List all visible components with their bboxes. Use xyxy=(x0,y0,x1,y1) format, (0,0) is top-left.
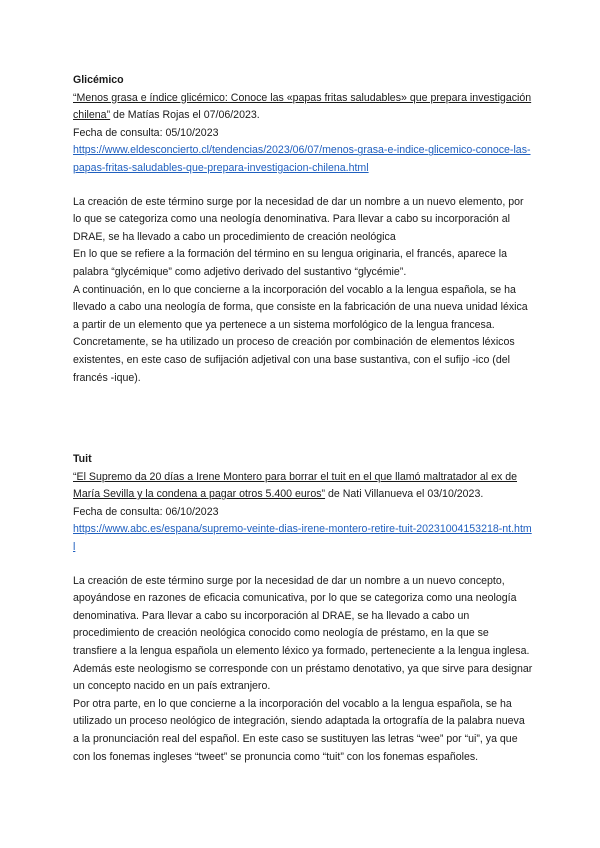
spacer xyxy=(73,178,533,194)
paragraph: La creación de este término surge por la necesidad de dar un nombre a un nuevo elemento, por lo que se categoriza como una neología denominativa. Para llevar a cabo su incorporación al DRAE, se ha llevado a cabo un procedimiento de creación neológica xyxy=(73,195,524,243)
spacer xyxy=(73,387,533,451)
entry-tuit xyxy=(73,451,533,766)
author-date: de Nati Villanueva el 03/10/2023. xyxy=(325,488,484,501)
entry-term: Tuit xyxy=(73,453,92,466)
entry-glicemico xyxy=(73,72,533,387)
author-date: de Matías Rojas el 07/06/2023. xyxy=(110,109,260,122)
paragraph: Por otra parte, en lo que concierne a la incorporación del vocablo a la lengua española, se ha utilizado un proceso neológico de integración, siendo adaptada la ortografía de la palabra nueva a la pronunciación real del español. En este caso se sustituyen las letras “wee” por “ui”, ya que con los fonemas ingleses “tweet” se pronuncia como “tuit” con los fonemas españoles. xyxy=(73,697,525,763)
consult-date: Fecha de consulta: 06/10/2023 xyxy=(73,505,219,518)
document-page xyxy=(73,72,533,766)
article-title-link[interactable]: “Menos grasa e índice glicémico: Conoce las «papas fritas saludables» que prepara investigación chilena” xyxy=(73,91,532,122)
reference xyxy=(73,90,533,125)
paragraph: La creación de este término surge por la necesidad de dar un nombre a un nuevo concepto, apoyándose en razones de eficacia comunicativa, por lo que se categoriza como una neología denominativa. Para llevar a cabo su incorporación al DRAE, se ha llevado a cabo un procedimiento de creación neológica conocido como neología de préstamo, en la que se transfiere a la lengua española un elemento léxico ya formado, perteneciente a la lengua inglesa. Además este neologismo se corresponde con un préstamo denotativo, ya que sirve para designar un concepto nacido en un país extranjero. xyxy=(73,574,533,693)
entry-body xyxy=(73,573,533,767)
source-url-link[interactable]: https://www.abc.es/espana/supremo-veinte-dias-irene-montero-retire-tuit-20231004153218-nt.html xyxy=(73,523,532,554)
reference xyxy=(73,469,533,504)
entry-body xyxy=(73,194,533,388)
source-url-link[interactable]: https://www.eldesconcierto.cl/tendencias/2023/06/07/menos-grasa-e-indice-glicemico-conoce-las-papas-fritas-saludables-que-prepara-investigacion-chilena.html xyxy=(73,144,531,174)
consult-date: Fecha de consulta: 05/10/2023 xyxy=(73,126,219,139)
paragraph: A continuación, en lo que concierne a la incorporación del vocablo a la lengua española, se ha llevado a cabo una neología de forma, que consiste en la fabricación de una nueva unidad léxica a partir de un elemento que ya pertenece a un sistema morfológico de la lengua francesa. Concretamente, se ha utilizado un proceso de creación por combinación de elementos léxicos existentes, en este caso de sufijación adjetival con una base sustantiva, con el sufijo -ico (del francés -ique). xyxy=(73,283,528,384)
paragraph: En lo que se refiere a la formación del término en su lengua originaria, el francés, aparece la palabra “glycémique” como adjetivo derivado del sustantivo “glycémie”. xyxy=(73,248,508,278)
spacer xyxy=(73,557,533,573)
entry-term: Glicémico xyxy=(73,74,124,86)
article-title-link[interactable]: “El Supremo da 20 días a Irene Montero para borrar el tuit en el que llamó maltratador al ex de María Sevilla y la condena a pagar otros 5.400 euros” xyxy=(73,470,518,501)
